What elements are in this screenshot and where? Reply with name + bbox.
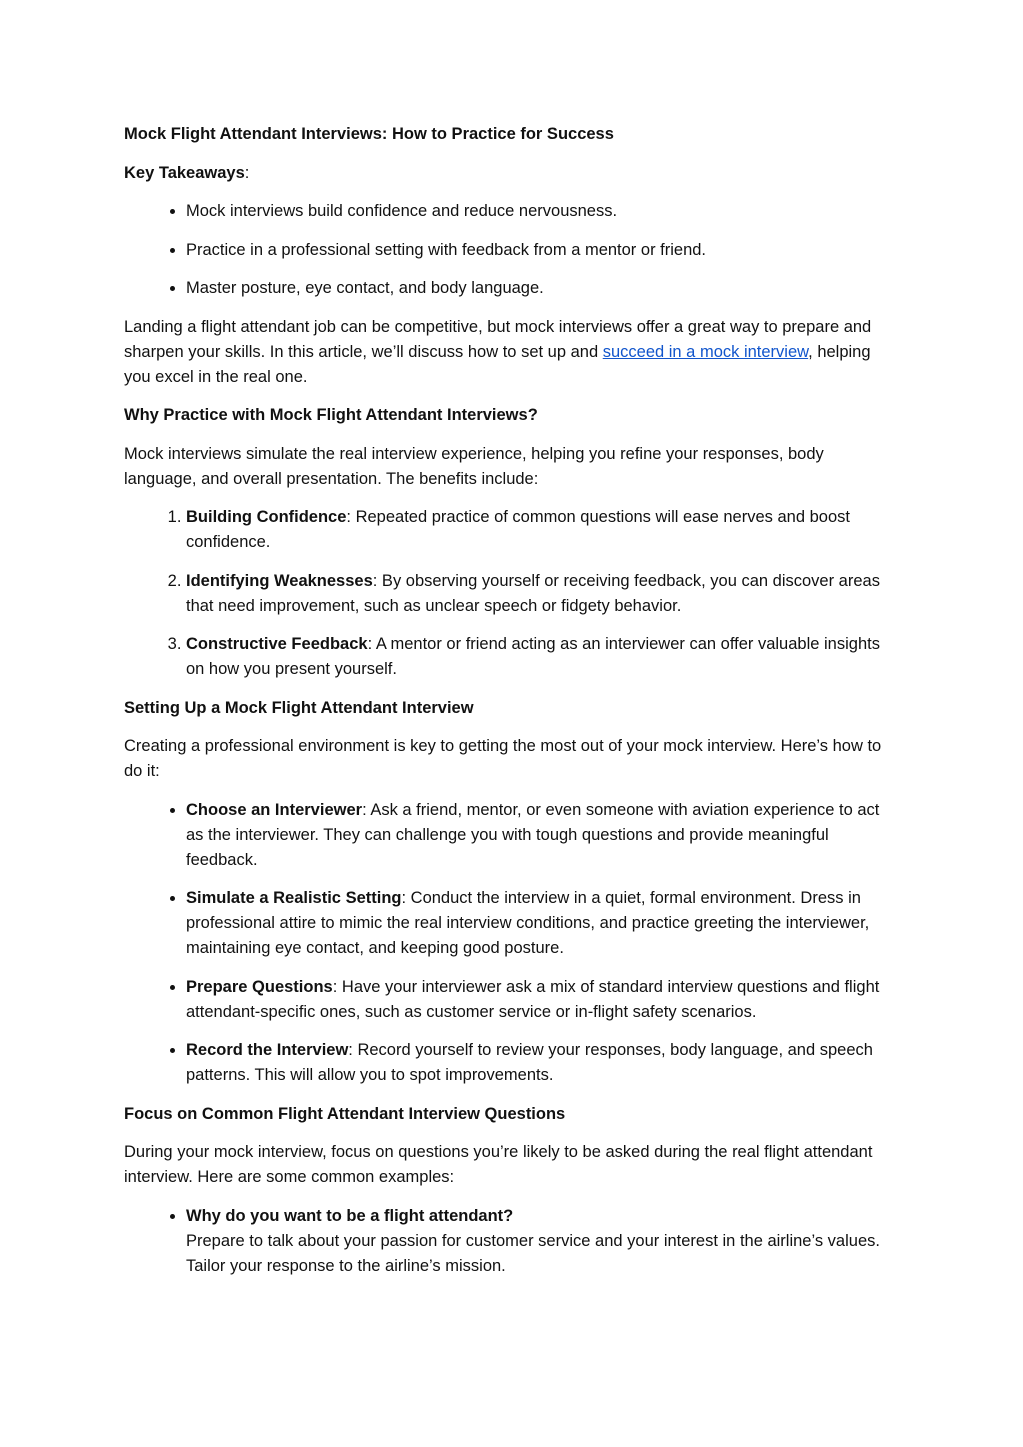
question-title: • Why do you want to be a flight attendant? bbox=[186, 1206, 514, 1225]
setup-section-heading: Setting Up a Mock Flight Attendant Interview bbox=[124, 698, 474, 717]
list-item-term: Constructive Feedback bbox=[186, 635, 368, 653]
list-item-desc: : By observing yourself or receiving feedback, you can discover areas that need improvement, such as unclear speech or fidgety behavior. bbox=[186, 571, 880, 615]
list-item: • Practice in a professional setting with feedback from a mentor or friend. bbox=[186, 238, 900, 263]
list-item bbox=[186, 798, 900, 873]
list-item-desc: : Conduct the interview in a quiet, formal environment. Dress in professional attire to mimic the real interview conditions, and practice greeting the interviewer, maintaining eye contact, and keeping good posture. bbox=[186, 889, 870, 957]
list-item bbox=[186, 886, 900, 961]
questions-section-paragraph: During your mock interview, focus on questions you’re likely to be asked during the real flight attendant interview. Here are some common examples: bbox=[124, 1143, 873, 1186]
intro-paragraph bbox=[124, 315, 900, 390]
list-item bbox=[186, 975, 900, 1025]
setup-section-paragraph: Creating a professional environment is key to getting the most out of your mock interview. Here’s how to do it: bbox=[124, 737, 882, 780]
list-item bbox=[186, 632, 900, 682]
list-item-desc: : A mentor or friend acting as an interviewer can offer valuable insights on how you present yourself. bbox=[186, 635, 880, 678]
list-item-desc: : Have your interviewer ask a mix of standard interview questions and flight attendant-specific ones, such as customer service or in-flight safety scenarios. bbox=[186, 977, 880, 1021]
list-item-term: Simulate a Realistic Setting bbox=[186, 889, 402, 907]
list-item bbox=[186, 1038, 900, 1088]
list-item-term: Identifying Weaknesses bbox=[186, 571, 373, 590]
list-item bbox=[186, 569, 900, 619]
benefits-list bbox=[124, 505, 900, 682]
intro-text-after-link: , helping you excel in the real one. bbox=[124, 342, 871, 386]
list-item-term: Choose an Interviewer bbox=[186, 800, 363, 819]
list-item-desc: : Ask a friend, mentor, or even someone with aviation experience to act as the interviewer. They can challenge you with tough questions and provide meaningful feedback. bbox=[186, 800, 880, 869]
question-answer: Prepare to talk about your passion for customer service and your interest in the airline’s values. Tailor your response to the airline’s mission. bbox=[186, 1231, 880, 1275]
list-item: • Master posture, eye contact, and body language. bbox=[186, 276, 900, 301]
key-takeaways-heading: Key Takeaways bbox=[124, 163, 245, 182]
list-item-desc: : Record yourself to review your responses, body language, and speech patterns. This will allow you to spot improvements. bbox=[186, 1041, 873, 1084]
list-item bbox=[186, 505, 900, 555]
list-item bbox=[186, 1204, 900, 1279]
document-page bbox=[124, 122, 900, 1292]
key-takeaways-colon: : bbox=[244, 163, 250, 182]
list-item-term: Building Confidence bbox=[186, 508, 347, 526]
questions-list bbox=[124, 1204, 900, 1279]
list-item-term: Record the Interview bbox=[186, 1041, 349, 1059]
list-item-desc: : Repeated practice of common questions will ease nerves and boost confidence. bbox=[186, 508, 850, 551]
list-item-term: Prepare Questions bbox=[186, 977, 333, 996]
key-takeaways-list bbox=[124, 199, 900, 301]
key-takeaways-label bbox=[124, 161, 900, 186]
document-title: Mock Flight Attendant Interviews: How to Practice for Success bbox=[124, 125, 614, 143]
list-item: • Mock interviews build confidence and reduce nervousness. bbox=[186, 199, 900, 224]
why-section-heading: Why Practice with Mock Flight Attendant Interviews? bbox=[124, 406, 538, 424]
questions-section-heading: Focus on Common Flight Attendant Interview Questions bbox=[124, 1104, 566, 1123]
mock-interview-link[interactable]: succeed in a mock interview bbox=[602, 342, 809, 361]
intro-text-before-link: Landing a flight attendant job can be competitive, but mock interviews offer a great way to prepare and sharpen your skills. In this article, we’ll discuss how to set up and bbox=[124, 317, 872, 361]
setup-steps-list bbox=[124, 798, 900, 1089]
why-section-paragraph: Mock interviews simulate the real interview experience, helping you refine your responses, body language, and overall presentation. The benefits include: bbox=[124, 444, 824, 488]
